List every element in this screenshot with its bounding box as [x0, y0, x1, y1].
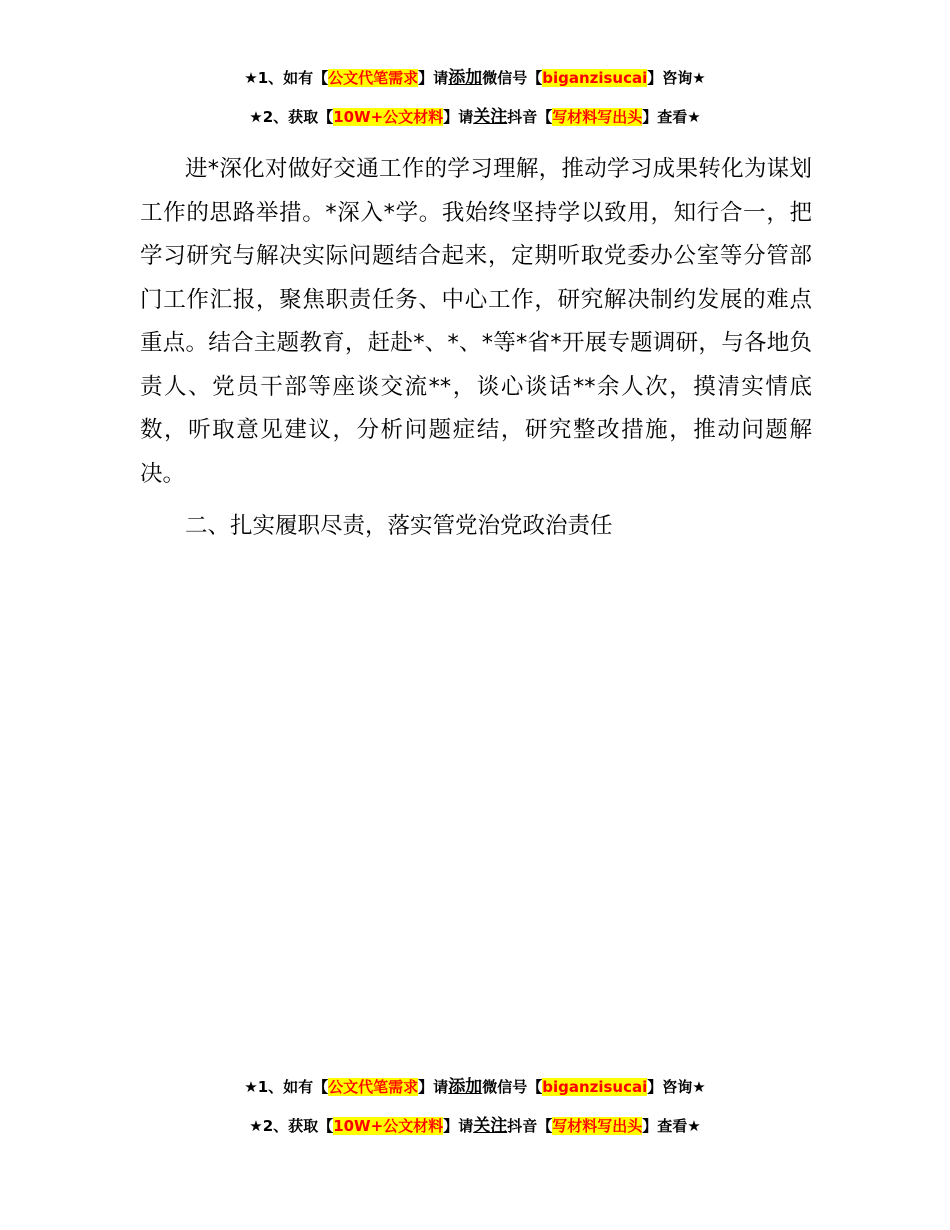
- banner-highlight-douyin-account: 写材料写出头: [552, 1117, 643, 1135]
- banner-suffix: 】咨询★: [647, 69, 706, 87]
- banner-text: 抖音【: [507, 1117, 553, 1135]
- banner-text: 抖音【: [507, 108, 553, 126]
- banner-highlight-service: 公文代笔需求: [328, 69, 419, 87]
- banner-underline-text: 添加: [448, 1077, 483, 1097]
- banner-text: 微信号【: [482, 1078, 543, 1096]
- banner-underline-text: 关注: [473, 107, 508, 127]
- banner-highlight-service: 公文代笔需求: [328, 1078, 419, 1096]
- banner-highlight-materials: 10W+公文材料: [333, 108, 444, 126]
- banner-text: 微信号【: [482, 69, 543, 87]
- banner-text: 】请: [418, 1078, 449, 1096]
- banner-highlight-wechat-id: biganzisucai: [542, 1078, 648, 1096]
- banner-text: 】请: [418, 69, 449, 87]
- banner-text: 】请: [443, 108, 474, 126]
- footer-banner-line-1: [0, 1076, 950, 1098]
- banner-suffix: 】查看★: [642, 108, 701, 126]
- banner-prefix: ★2、获取【: [249, 1117, 334, 1135]
- banner-highlight-wechat-id: biganzisucai: [542, 69, 648, 87]
- header-banner-line-1: [0, 67, 950, 89]
- banner-underline-text: 关注: [473, 1116, 508, 1136]
- banner-underline-text: 添加: [448, 68, 483, 88]
- banner-prefix: ★1、如有【: [244, 69, 329, 87]
- banner-prefix: ★1、如有【: [244, 1078, 329, 1096]
- banner-highlight-douyin-account: 写材料写出头: [552, 108, 643, 126]
- section-heading: 二、扎实履职尽责，落实管党治党政治责任: [185, 513, 613, 539]
- banner-highlight-materials: 10W+公文材料: [333, 1117, 444, 1135]
- footer-banner-line-2: [0, 1115, 950, 1137]
- banner-suffix: 】查看★: [642, 1117, 701, 1135]
- banner-prefix: ★2、获取【: [249, 108, 334, 126]
- body-paragraph: 进*深化对做好交通工作的学习理解，推动学习成果转化为谋划工作的思路举措。*深入*学。我始终坚持学以致用，知行合一，把学习研究与解决实际问题结合起来，定期听取党委办公室等分管部门工作汇报，聚焦职责任务、中心工作，研究解决制约发展的难点重点。结合主题教育，赶赴*、*、*等*省*开展专题调研，与各地负责人、党员干部等座谈交流**，谈心谈话**余人次，摸清实情底数，听取意见建议，分析问题症结，研究整改措施，推动问题解决。: [140, 156, 812, 487]
- banner-suffix: 】咨询★: [647, 1078, 706, 1096]
- header-banner-line-2: [0, 106, 950, 128]
- banner-text: 】请: [443, 1117, 474, 1135]
